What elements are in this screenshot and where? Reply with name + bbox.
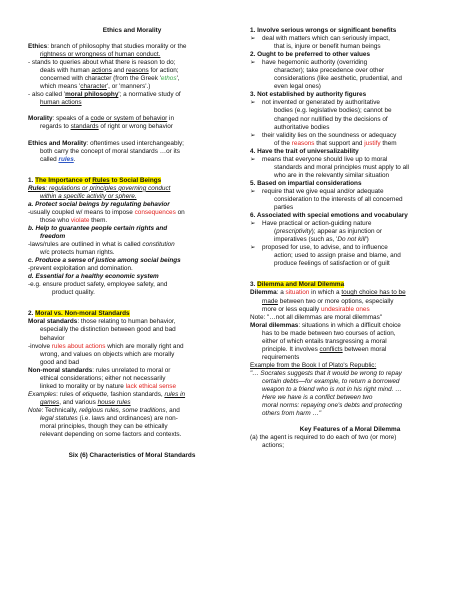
arrow-bullet-icon: ➢ bbox=[250, 155, 256, 163]
ethics-and-morality-definition: Ethics and Morality: oftentimes used interchangeably; bbox=[28, 139, 184, 147]
section-heading-moral-vs-nonmoral: 2. Moral vs. Non-moral Standards bbox=[28, 310, 130, 318]
section-heading-dilemma: 3. Dilemma and Moral Dilemma bbox=[250, 281, 345, 289]
right-column: 1. Involve serious wrongs or significant benefits ➢ deal with matters which can seriously impact, that is, injure or benefit human beings 2. Ought to be preferred to other values ➢ have hegemonic authority (overriding character); take precedence over other considerations (like aesthetic, prudential, and even legal ones) 3. Not established by authority figures ➢ not invented or generated by authoritative bodies (e.g. legislative bodies); cannot be changed nor nullified by the decisions of authoritative bodies ➢ their validity lies on the soundness or adequacy of the reasons that support and justify them 4. Have the trait of universalizability ➢ means that everyone should live up to moral standards and moral principles must apply to all who are in the relevantly similar situation 5. Based on impartial considerations ➢ require that we give equal and/or adequate consideration to the interests of all concerned parties 6. Associated with special emotions and vocabulary ➢ Have practical or action-guiding nature (prescriptivity); appear as injunction or imperatives (such as, 'Do not kill') ➢ proposed for use, to advise, and to influence action; used to assign praise and blame, and produce feelings of satisfaction or of guilt 3. Dilemma and Moral Dilemma Dilemma: a situation in which a tough choice has to be made between two or more options, especially more or less equally undesirable ones Note: "…not all dilemmas are moral dilemmas" Moral dilemmas: situations in which a difficult choice has to be made between two courses of action, either of which entails transgressing a moral principle. It involves conflicts between moral requirements Example from the Book I of Plato's Republic: "… Socrates suggests that it would be wrong to repay certain debts—for example, to return a borrowed weapon to a friend who is not in his right mind. … Here we have is a conflict between two moral norms: repaying one's debts and protecting others from harm …" Key Features of a Moral Dilemma (a) the agent is required to do each of two (or more) actions; bbox=[250, 27, 450, 450]
arrow-bullet-icon: ➢ bbox=[250, 99, 256, 107]
key-features-heading: Key Features of a Moral Dilemma bbox=[299, 426, 401, 434]
arrow-bullet-icon: ➢ bbox=[250, 187, 256, 195]
characteristic-4-title: 4. Have the trait of universalizability bbox=[250, 147, 359, 155]
section-heading-six-characteristics: Six (6) Characteristics of Moral Standards bbox=[68, 452, 196, 460]
section-heading-importance-of-rules: 1. The Importance of Rules to Social Beings bbox=[28, 176, 162, 184]
ethics-definition: Ethics: branch of philosophy that studies morality or the bbox=[28, 43, 187, 51]
arrow-bullet-icon: ➢ bbox=[250, 220, 256, 228]
characteristic-2-title: 2. Ought to be preferred to other values bbox=[250, 51, 371, 59]
left-column: Ethics and Morality Ethics: branch of philosophy that studies morality or the rightness or wrongness of human conduct. - stands to queries about what there is reason to do; deals with human actions and reasons for action; concerned with character (from the Greek 'ethos', which means 'character', or 'manners'.) - also called 'moral philosophy'; a normative study of human actions Morality: speaks of a code or system of behavior in regards to standards of right or wrong behavior Ethics and Morality: oftentimes used interchangeably; both carry the concept of moral standards …or its called rules. 1. The Importance of Rules to Social Beings Rules: regulations or principles governing conduct within a specific activity or sphere. a. Protect social beings by regulating behavior -usually coupled w/ means to impose consequences on those who violate them. b. Help to guarantee people certain rights and freedom -laws/rules are outlined in what is called constitution w/c protects human rights. c. Produce a sense of justice among social beings -prevent exploitation and domination. d. Essential for a healthy economic system -e.g. ensure product safety, employee safety, and product quality. 2. Moral vs. Non-moral Standards Moral standards: those relating to human behavior, especially the distinction between good and bad behavior -involve rules about actions which are morally right and wrong, and values on objects which are morally good and bad Non-moral standards: rules unrelated to moral or ethical considerations; either not necessarily linked to morality or by nature lack ethical sense Examples: rules of etiquette, fashion standards, rules in games, and various house rules Note: Technically, religious rules, some traditions, and legal statutes (i.e. laws and ordinances) are non- moral principles, though they can be ethically relevant depending on some factors and contexts. Six (6) Characteristics of Moral Standards bbox=[28, 27, 236, 460]
arrow-bullet-icon: ➢ bbox=[250, 59, 256, 67]
arrow-bullet-icon: ➢ bbox=[250, 131, 256, 139]
characteristic-6-title: 6. Associated with special emotions and vocabulary bbox=[250, 212, 408, 220]
arrow-bullet-icon: ➢ bbox=[250, 35, 256, 43]
characteristic-5-title: 5. Based on impartial considerations bbox=[250, 179, 362, 187]
page-title: Ethics and Morality bbox=[102, 27, 162, 34]
arrow-bullet-icon: ➢ bbox=[250, 244, 256, 252]
morality-definition: Morality: speaks of a code or system of behavior in bbox=[28, 115, 175, 123]
example-heading: Example from the Book I of Plato's Republic: bbox=[250, 361, 377, 369]
characteristic-3-title: 3. Not established by authority figures bbox=[250, 91, 367, 99]
characteristic-1-title: 1. Involve serious wrongs or significant benefits bbox=[250, 27, 397, 34]
